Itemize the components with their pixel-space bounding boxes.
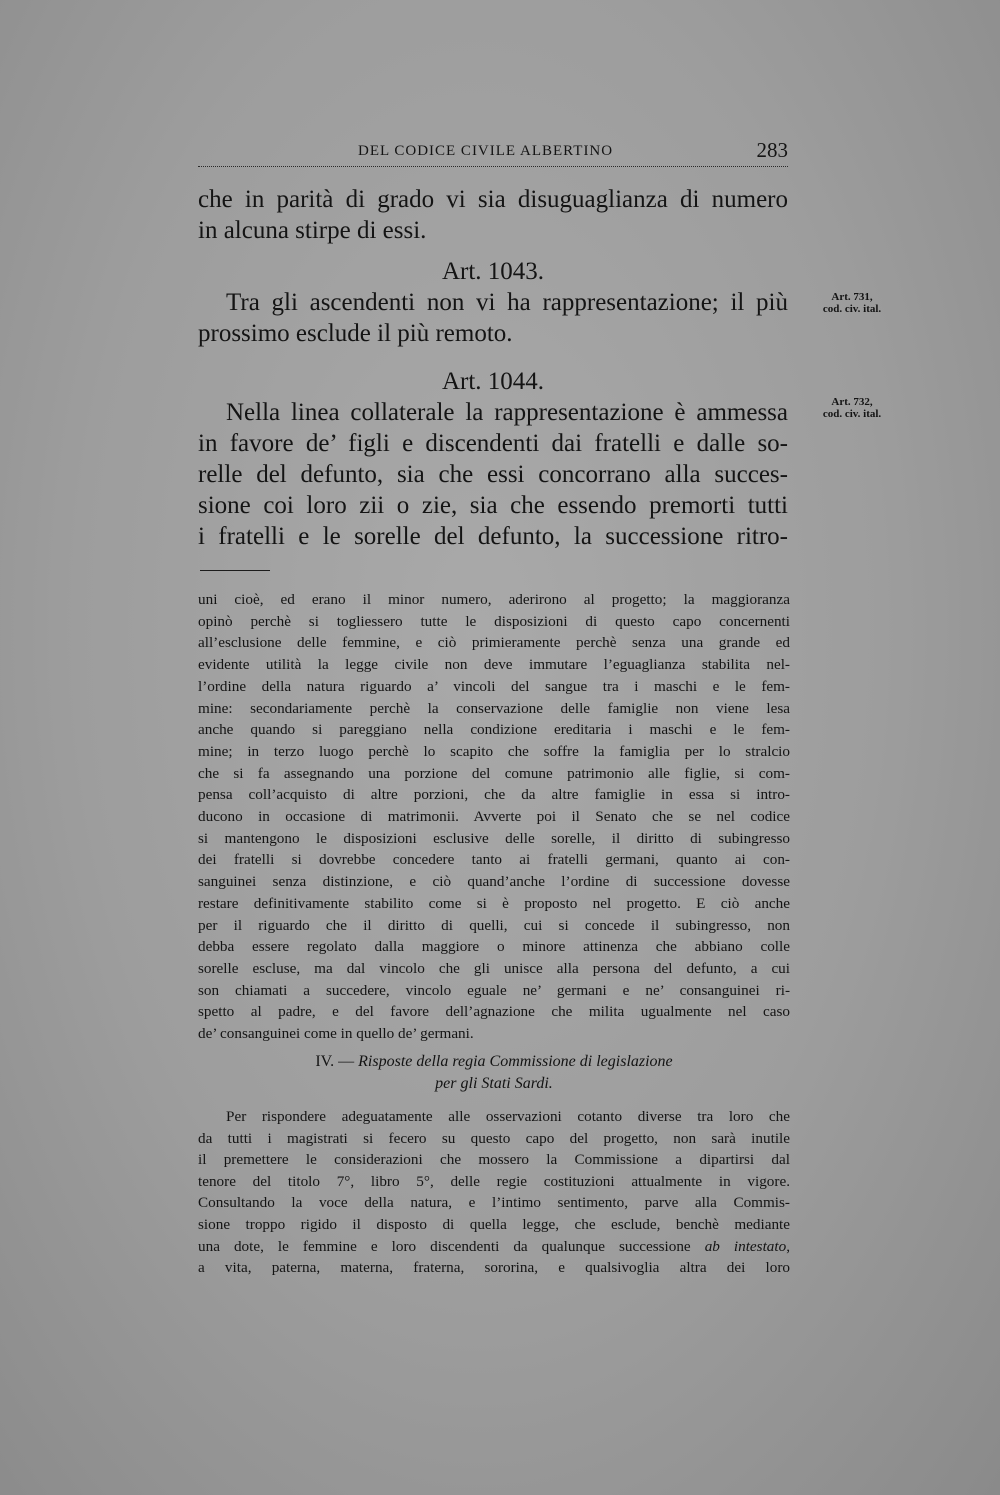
section-body	[198, 1106, 790, 1279]
margin-note	[806, 396, 898, 420]
text-line: che in parità di grado vi sia disuguaglianza di numero	[198, 186, 788, 213]
margin-note-line: cod. civ. ital.	[822, 408, 882, 420]
section-title: Risposte della regia Commissione di legislazione	[358, 1053, 673, 1070]
body-line: da tutti i magistrati si fecero su questo capo del progetto, non sarà inutile	[198, 1129, 790, 1147]
body-line	[198, 1236, 790, 1258]
text-line: in alcuna stirpe di essi.	[198, 217, 427, 244]
footnote-line: mine; in terzo luogo perchè lo scapito che soffre la famiglia per lo stralcio	[198, 742, 790, 760]
body-line: sione troppo rigido il disposto di quella legge, che esclude, benchè mediante	[198, 1215, 790, 1233]
section-numeral: IV. —	[315, 1053, 355, 1070]
section-heading-line-1	[198, 1051, 790, 1073]
article-continuation	[198, 184, 788, 246]
section-heading-line-2	[198, 1073, 790, 1095]
body-line: Per rispondere adeguatamente alle osservazioni cotanto diverse tra loro che	[226, 1108, 790, 1125]
footnote-line: mine: secondariamente perchè la conservazione delle famiglie non viene lesa	[198, 699, 790, 717]
text-line: in favore de’ figli e discendenti dai fratelli e dalle so-	[198, 430, 788, 457]
italic-phrase: ab intestato	[704, 1237, 787, 1255]
text-line: i fratelli e le sorelle del defunto, la successione ritro-	[198, 523, 788, 550]
text-line: relle del defunto, sia che essi concorrano alla succes-	[198, 461, 788, 488]
margin-note-line: Art. 732,	[831, 396, 873, 408]
footnote-line: de’ consanguinei come in quello de’ germani.	[198, 1025, 474, 1043]
body-line-text: ,	[786, 1237, 791, 1255]
footnote-line: l’ordine della natura riguardo a’ vincoli del sangue tra i maschi e le fem-	[198, 677, 790, 695]
margin-note-line: cod. civ. ital.	[822, 303, 882, 315]
article-heading: Art. 1043.	[441, 258, 545, 285]
body-line: a vita, paterna, materna, fraterna, sororina, e qualsivoglia altra dei loro	[198, 1259, 790, 1277]
page-number: 283	[756, 138, 788, 162]
section-title-continued: per gli Stati Sardi.	[435, 1075, 553, 1092]
footnote-line: opinò perchè si togliessero tutte le disposizioni di questo capo concernenti	[198, 612, 790, 630]
article-1044	[198, 366, 788, 552]
footnote-line: spetto al padre, e del favore dell’agnazione che milita ugualmente nel caso	[198, 1003, 790, 1021]
footnote-line: uni cioè, ed erano il minor numero, aderirono al progetto; la maggioranza	[198, 591, 790, 608]
footnote-rule	[200, 570, 270, 571]
text-line: Tra gli ascendenti non vi ha rappresentazione; il più	[226, 289, 788, 316]
footnote-line: che si fa assegnando una porzione del comune patrimonio alle figlie, si com-	[198, 764, 790, 782]
body-line-text: una dote, le femmine e loro discendenti da qualunque successione	[198, 1237, 705, 1255]
text-line: prossimo esclude il più remoto.	[198, 320, 513, 347]
body-line: il premettere le considerazioni che mossero la Commissione a dipartirsi dal	[198, 1151, 790, 1169]
footnote-line: sanguinei senza distinzione, e ciò quand’anche l’ordine di successione dovesse	[198, 873, 790, 891]
section-heading	[198, 1051, 790, 1095]
body-line: Consultando la voce della natura, e l’intimo sentimento, parve alla Commis-	[198, 1194, 790, 1212]
running-title: DEL CODICE CIVILE ALBERTINO	[358, 143, 614, 159]
margin-note	[806, 291, 898, 315]
text-line: sione coi loro zii o zie, sia che essendo premorti tutti	[198, 492, 788, 519]
footnote-line: anche quando si pareggiano nella condizione ereditaria i maschi e le fem-	[198, 721, 790, 739]
footnote-line: dei fratelli si dovrebbe concedere tanto ai fratelli germani, quanto ai con-	[198, 851, 790, 869]
footnote-line: debba essere regolato dalla maggiore o minore attinenza che abbiano colle	[198, 938, 790, 956]
running-head	[198, 140, 788, 167]
footnote-line: all’esclusione delle femmine, e ciò primieramente perchè senza una grande ed	[198, 634, 790, 652]
footnote-line: si mantengono le disposizioni esclusive delle sorelle, il diritto di subingresso	[198, 829, 790, 847]
footnote-line: ducono in occasione di matrimonii. Avverte poi il Senato che se nel codice	[198, 808, 790, 826]
footnote	[198, 589, 790, 1045]
footnote-line: evidente utilità la legge civile non deve immutare l’eguaglianza stabilita nel-	[198, 656, 790, 674]
margin-note-line: Art. 731,	[831, 291, 873, 303]
footnote-line: restare definitivamente stabilito come si è proposto nel progetto. E ciò anche	[198, 894, 790, 912]
footnote-line: per il riguardo che il diritto di quelli, cui si concede il subingresso, non	[198, 916, 790, 934]
footnote-line: son chiamati a succedere, vincolo eguale ne’ germani e ne’ consanguinei ri-	[198, 981, 790, 999]
article-heading: Art. 1044.	[441, 368, 545, 395]
footnote-line: sorelle escluse, ma dal vincolo che gli unisce alla persona del defunto, a cui	[198, 959, 790, 977]
body-line: tenore del titolo 7°, libro 5°, delle regie costituzioni attualmente in vigore.	[198, 1172, 790, 1190]
footnote-line: pensa coll’acquisto di altre porzioni, che da altre famiglie in essa si intro-	[198, 786, 790, 804]
article-1043	[198, 256, 788, 349]
text-line: Nella linea collaterale la rappresentazione è ammessa	[226, 399, 788, 426]
